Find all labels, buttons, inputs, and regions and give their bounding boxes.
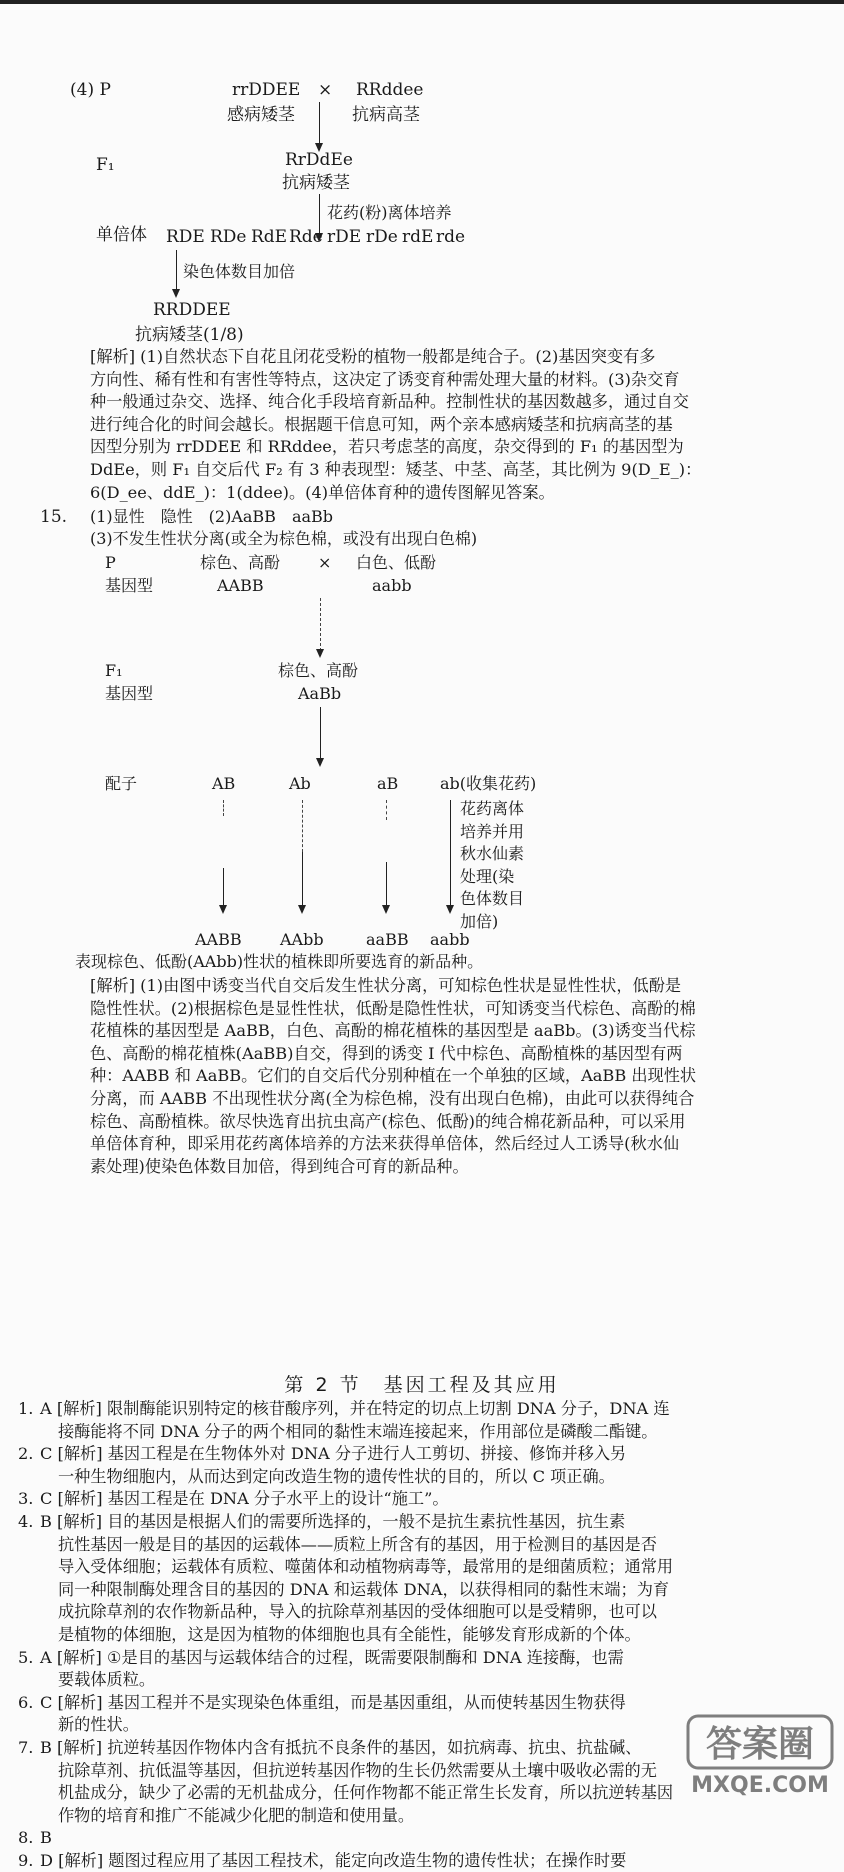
haploid-genotype: rDE (327, 227, 362, 247)
answer-number: 1. (18, 1399, 34, 1418)
cross4-f1-phenotype: 抗病矮茎 (282, 173, 350, 193)
answer-line (18, 1827, 673, 1850)
answer-line (18, 1760, 673, 1783)
cross4-anther-culture: 花药(粉)离体培养 (327, 203, 452, 222)
answer-text: B [解析] 目的基因是根据人们的需要所选择的，一般不是抗生素抗性基因，抗生素 (40, 1511, 626, 1531)
haploid-genotype: rdE (402, 227, 434, 247)
cross4-result-genotype: RRDDEE (153, 300, 231, 320)
answer-line (18, 1421, 673, 1444)
q15-answer-line1: (1)显性 隐性 (2)AaBB aaBb (90, 507, 334, 526)
offspring-genotype: AABB (195, 930, 242, 949)
text-line: 花药离体 (460, 799, 525, 818)
cross4-doubling: 染色体数目加倍 (183, 262, 296, 281)
haploid-genotype: rDe (366, 227, 398, 247)
answer-line (18, 1443, 673, 1466)
text-line: 种：AABB 和 AaBB。它们的自交后代分别种植在一个单独的区域，AaBB 出现性状 (90, 1066, 697, 1086)
text-line: 种一般通过杂交、选择、纯合化手段培育新品种。控制性状的基因数越多，通过自交 (90, 392, 689, 412)
cross4-f1-label: F₁ (96, 155, 115, 175)
answer-line (18, 1556, 673, 1579)
answer-line (18, 1624, 673, 1647)
q15-p2-phenotype: 白色、低酚 (356, 553, 437, 572)
answer-text: 机盐成分，缺少了必需的无机盐成分，任何作物都不能正常生长发育，所以抗逆转基因 (58, 1783, 674, 1803)
q15-f1-genotype-label: 基因型 (105, 684, 154, 703)
text-line: DdEe，则 F₁ 自交后代 F₂ 有 3 种表现型：矮茎、中茎、高茎，其比例为 9(D_E_)： (90, 459, 702, 479)
answer-text: 抗除草剂、抗低温等基因，但抗逆转基因作物的生长仍然需要从土壤中吸收必需的无 (58, 1760, 657, 1780)
answer-text: 要载体质粒。 (58, 1670, 156, 1690)
offspring-genotype: aabb (430, 930, 470, 949)
haploid-genotype: rde (436, 227, 466, 247)
answer-line (18, 1488, 673, 1511)
text-line: 棕色、高酚植株。欲尽快选育出抗虫高产(棕色、低酚)的纯合棉花新品种，可以采用 (90, 1111, 686, 1131)
section-title: 第 2 节 基因工程及其应用 (284, 1374, 560, 1396)
cross4-p2-phenotype: 抗病高茎 (352, 105, 420, 125)
answer-text: 抗性基因一般是目的基因的运载体——质粒上所含有的基因，用于检测目的基因是否 (58, 1534, 657, 1554)
watermark-top: 答案圈 (705, 1724, 815, 1765)
q15-f1-phenotype: 棕色、高酚 (278, 661, 359, 680)
answer-text: 成抗除草剂的农作物新品种，导入的抗除草剂基因的受体细胞可以是受精卵，也可以 (58, 1602, 657, 1622)
answer-line (18, 1714, 673, 1737)
answer-line (18, 1805, 673, 1828)
offspring-genotype: AAbb (280, 930, 324, 949)
haploid-genotype: Rde (289, 227, 323, 247)
text-line: 因型分别为 rrDDEE 和 RRddee，若只考虑茎的高度，杂交得到的 F₁ 的基因型为 (90, 437, 684, 457)
offspring-genotype: aaBB (366, 930, 409, 949)
answer-line (18, 1692, 673, 1715)
explanation-15 (90, 975, 696, 1178)
top-border (0, 0, 844, 4)
q15-dash (223, 800, 224, 816)
answer-text: C [解析] 基因工程是在 DNA 分子水平上的设计“施工”。 (40, 1489, 449, 1509)
answer-text: C [解析] 基因工程是在生物体外对 DNA 分子进行人工剪切、拼接、修饰并移入另 (40, 1444, 627, 1464)
answer-line (18, 1669, 673, 1692)
cross4-times: × (318, 80, 333, 100)
text-line: 素处理)使染色体数目加倍，得到纯合可育的新品种。 (90, 1156, 469, 1176)
answer-line (18, 1579, 673, 1602)
watermark-logo (686, 1712, 834, 1798)
answer-number: 5. (18, 1647, 34, 1667)
answer-text: 作物的培育和推广不能减少化肥的制造和使用量。 (58, 1805, 415, 1825)
q15-treatment (460, 798, 524, 933)
cross4-result-phenotype: 抗病矮茎(1/8) (135, 325, 244, 345)
cross4-p1-phenotype: 感病矮茎 (227, 105, 295, 125)
text-line: 分离，而 AABB 不出现性状分离(全为棕色棉，没有出现白色棉)，由此可以获得纯合 (90, 1088, 695, 1108)
answer-text: 是植物的体细胞，这是因为植物的体细胞也具有全能性，能够发育形成新的个体。 (58, 1624, 641, 1644)
text-line: 单倍体育种，即采用花药离体培养的方法来获得单倍体，然后经过人工诱导(秋水仙 (90, 1134, 680, 1154)
q15-gamete-label: 配子 (105, 774, 138, 793)
answer-text: D [解析] 题图过程应用了基因工程技术，能定向改造生物的遗传性状；在操作时要 (40, 1850, 627, 1870)
answer-number: 2. (18, 1444, 34, 1464)
answer-text: 新的性状。 (58, 1715, 139, 1735)
q15-answer-line2: (3)不发生性状分离(或全为棕色棉，或没有出现白色棉) (90, 529, 478, 548)
answer-number: 9. (18, 1850, 34, 1870)
text-line: 处理(染 (460, 866, 515, 886)
cross4-haploid-label: 单倍体 (96, 225, 147, 245)
answer-line (18, 1601, 673, 1624)
text-line: [解析] (1)自然状态下自花且闭花受粉的植物一般都是纯合子。(2)基因突变有多 (90, 347, 656, 366)
answer-number: 4. (18, 1511, 34, 1531)
answer-number: 3. (18, 1489, 34, 1509)
answer-text: 导入受体细胞；运载体有质粒、噬菌体和动植物病毒等，最常用的是细菌质粒；通常用 (58, 1557, 674, 1577)
answer-text: C [解析] 基因工程并不是实现染色体重组，而是基因重组，从而使转基因生物获得 (40, 1692, 626, 1712)
answer-line (18, 1511, 673, 1534)
text-line: 进行纯合化的时间会越长。根据题干信息可知，两个亲本感病矮茎和抗病高茎的基 (90, 414, 673, 434)
text-line: 6(D_ee、ddE_)：1(ddee)。(4)单倍体育种的遗传图解见答案。 (90, 482, 555, 502)
answer-text: B (40, 1828, 52, 1848)
answer-line (18, 1850, 673, 1872)
q15-f1-label: F₁ (105, 661, 123, 680)
haploid-genotype: RdE (251, 227, 288, 247)
answers-section-2 (18, 1398, 673, 1872)
text-line: 加倍) (460, 911, 499, 931)
gamete: AB (212, 774, 236, 793)
q15-arrow-offspring (302, 852, 303, 912)
text-line: 色体数目 (460, 889, 525, 908)
q15-arrow-offspring (450, 800, 451, 912)
cross4-p1-genotype: rrDDEE (232, 80, 301, 100)
cross4-label: (4) P (70, 80, 111, 100)
gamete: ab(收集花药) (440, 774, 537, 793)
cross4-f1-genotype: RrDdEe (285, 150, 353, 170)
q15-arrow-offspring (386, 862, 387, 912)
haploid-genotype: RDE (166, 227, 205, 247)
haploid-genotype: RDe (210, 227, 247, 247)
text-line: 方向性、稀有性和有害性等特点，这决定了诱变育种需处理大量的材料。(3)杂交育 (90, 369, 680, 389)
answer-text: A [解析] ①是目的基因与运载体结合的过程，既需要限制酶和 DNA 连接酶，也需 (40, 1647, 624, 1667)
cross4-arrow-doubling (176, 250, 177, 296)
q15-conclusion: 表现棕色、低酚(AAbb)性状的植株即所要选育的新品种。 (75, 952, 484, 971)
q15-f1-genotype: AaBb (298, 684, 342, 703)
answer-line (18, 1647, 673, 1670)
answer-line (18, 1737, 673, 1760)
q15-arrow-gametes (320, 707, 321, 765)
watermark-bottom: MXQE.COM (691, 1773, 829, 1798)
answer-line (18, 1782, 673, 1805)
q15-p-label: P (105, 553, 116, 572)
answer-number: 7. (18, 1737, 34, 1757)
gamete: Ab (289, 774, 311, 793)
answer-line (18, 1534, 673, 1557)
answer-line (18, 1466, 673, 1489)
q15-p1-genotype: AABB (217, 576, 264, 595)
text-line: 培养并用 (460, 821, 525, 841)
q15-p2-genotype: aabb (372, 576, 412, 595)
answer-text: 接酶能将不同 DNA 分子的两个相同的黏性末端连接起来，作用部位是磷酸二酯键。 (58, 1421, 658, 1441)
question-number: 15. (40, 507, 68, 527)
answer-text: 同一种限制酶处理含目的基因的 DNA 和运载体 DNA，以获得相同的黏性末端；为育 (58, 1579, 670, 1599)
text-line: 秋水仙素 (460, 844, 525, 863)
text-line: 花植株的基因型是 AaBB，白色、高酚的棉花植株的基因型是 aaBb。(3)诱变当代棕 (90, 1021, 696, 1041)
text-line: 隐性性状。(2)根据棕色是显性性状，低酚是隐性性状，可知诱变当代棕色、高酚的棉 (90, 998, 696, 1018)
q15-dash (302, 800, 303, 852)
answer-number: 6. (18, 1692, 34, 1712)
text-line: [解析] (1)由图中诱变当代自交后发生性状分离，可知棕色性状是显性性状，低酚是 (90, 976, 682, 995)
explanation-14 (90, 346, 701, 504)
gamete: aB (377, 774, 399, 793)
cross4-arrow-f1 (319, 102, 320, 150)
q15-arrow-offspring (223, 868, 224, 912)
answer-line (18, 1398, 673, 1421)
q15-dash (386, 800, 387, 820)
answer-text: A [解析] 限制酶能识别特定的核苷酸序列，并在特定的切点上切割 DNA 分子，DNA 连 (40, 1399, 670, 1418)
q15-p1-phenotype: 棕色、高酚 (200, 553, 281, 572)
cross4-p2-genotype: RRddee (356, 80, 424, 100)
answer-text: B [解析] 抗逆转基因作物体内含有抵抗不良条件的基因，如抗病毒、抗虫、抗盐碱、 (40, 1737, 642, 1757)
q15-arrow-f1 (320, 598, 321, 656)
q15-times: × (318, 553, 332, 572)
answer-number: 8. (18, 1828, 34, 1848)
q15-genotype-label: 基因型 (105, 576, 154, 595)
answer-text: 一种生物细胞内，从而达到定向改造生物的遗传性状的目的，所以 C 项正确。 (58, 1466, 615, 1486)
text-line: 色、高酚的棉花植株(AaBB)自交，得到的诱变 I 代中棕色、高酚植株的基因型有两 (90, 1043, 683, 1063)
